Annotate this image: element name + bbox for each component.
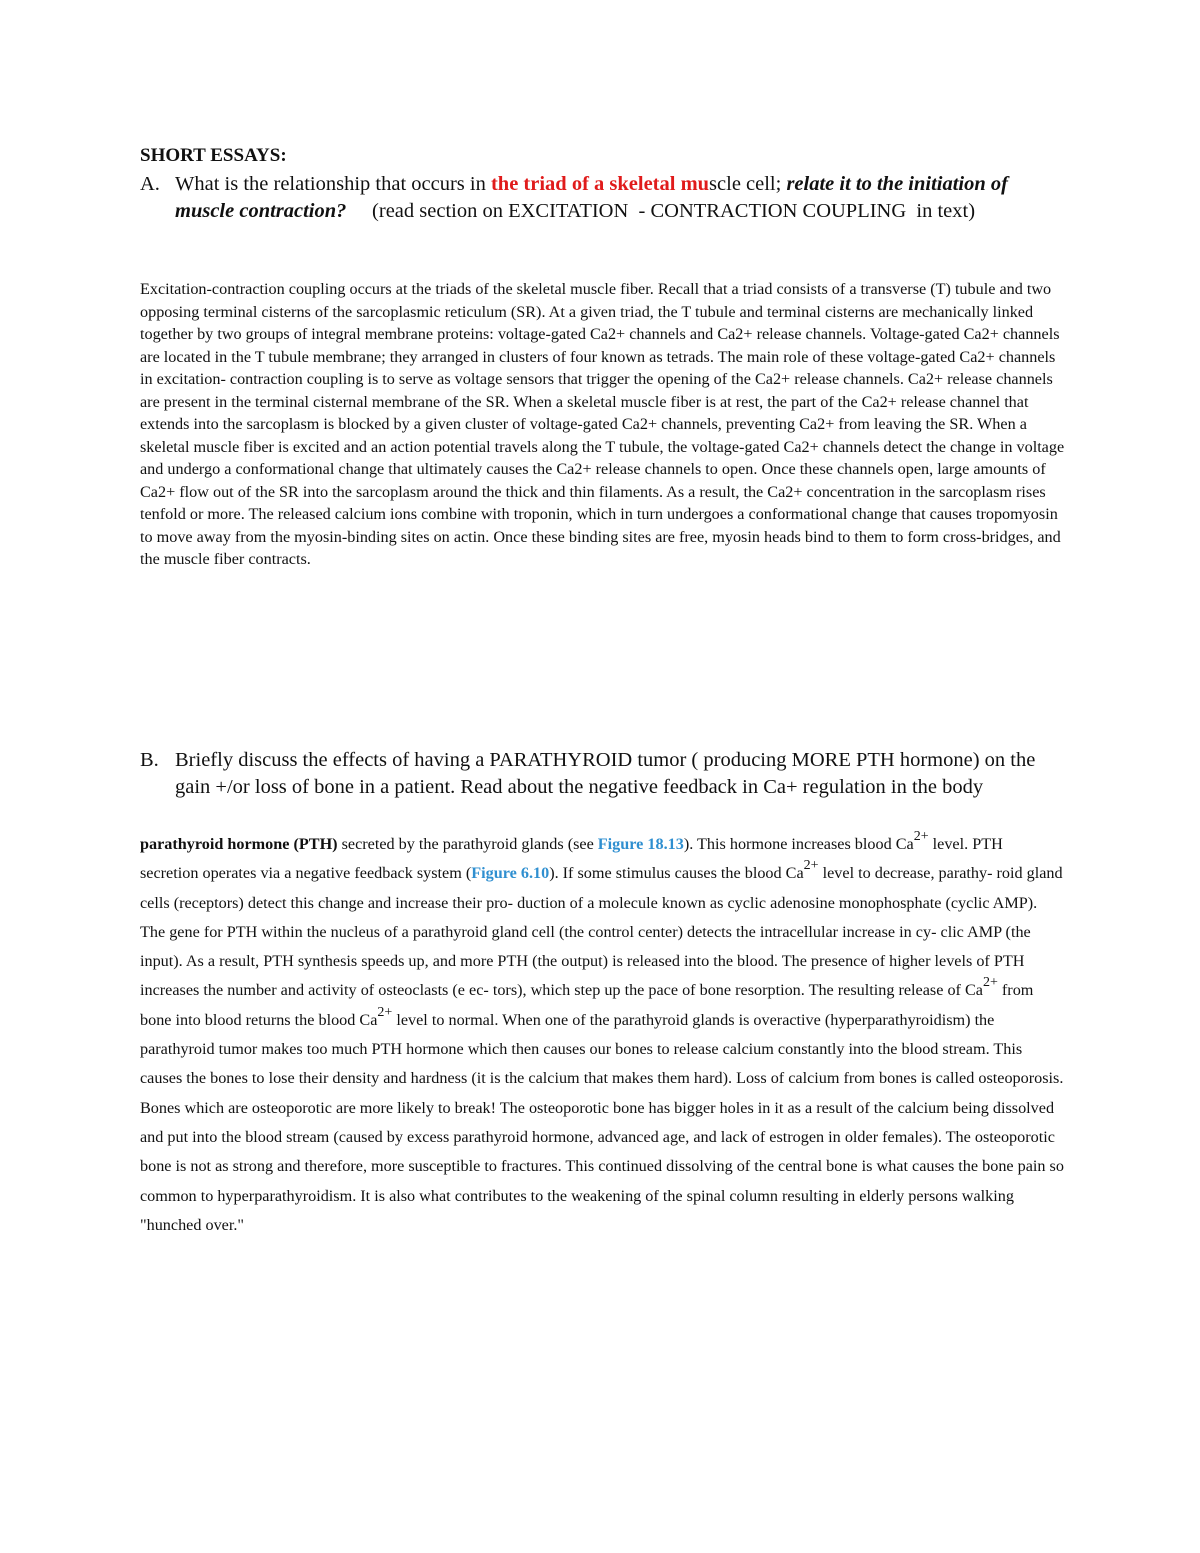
answer-b-paragraph bbox=[140, 830, 1065, 1240]
question-a-text bbox=[175, 171, 1040, 225]
question-b-marker: B. bbox=[140, 749, 159, 771]
ca-superscript: 2+ bbox=[913, 829, 929, 844]
question-a-part1: What is the relationship that occurs in bbox=[175, 173, 491, 195]
ca-superscript: 2+ bbox=[377, 1004, 393, 1020]
figure-18-13-link[interactable]: Figure 18.13 bbox=[597, 835, 684, 853]
question-a bbox=[140, 171, 1040, 225]
question-a-marker: A. bbox=[140, 173, 160, 195]
answer-a-paragraph: Excitation-contraction coupling occurs at the triads of the skeletal muscle fiber. Recall that a triad consists of a transverse (T) tubule and two opposing terminal cisterns of the sarcoplasmic reticulum (SR). At a given triad, the T tubule and terminal cisterns are mechanically linked together by two groups of integral membrane proteins: voltage-gated Ca2+ channels and Ca2+ release channels. Voltage-gated Ca2+ channels are located in the T tubule membrane; they arranged in clusters of four known as tetrads. The main role of these voltage-gated Ca2+ channels in excitation- contraction coupling is to serve as voltage sensors that trigger the opening of the Ca2+ release channels. Ca2+ release channels are present in the terminal cisternal membrane of the SR. When a skeletal muscle fiber is at rest, the part of the Ca2+ release channel that extends into the sarcoplasm is blocked by a given cluster of voltage-gated Ca2+ channels, preventing Ca2+ from leaving the SR. When a skeletal muscle fiber is excited and an action potential travels along the T tubule, the voltage-gated Ca2+ channels detect the change in voltage and undergo a conformational change that ultimately causes the Ca2+ release channels to open. Once these channels open, large amounts of Ca2+ flow out of the SR into the sarcoplasm around the thick and thin filaments. As a result, the Ca2+ concentration in the sarcoplasm rises tenfold or more. The released calcium ions combine with troponin, which in turn undergoes a conformational change that causes tropomyosin to move away from the myosin-binding sites on actin. Once these binding sites are free, myosin heads bind to them to form cross-bridges, and the muscle fiber contracts. bbox=[140, 280, 1065, 568]
question-b bbox=[140, 747, 1040, 801]
answer-b-t6: from bone into blood returns the blood Ca bbox=[140, 981, 1034, 1029]
answer-b-t2: ). This hormone increases blood Ca bbox=[683, 835, 914, 853]
ca-superscript: 2+ bbox=[803, 858, 819, 874]
question-b-text: Briefly discuss the effects of having a PARATHYROID tumor ( producing MORE PTH hormone) on the gain +/or loss of bone in a patient. Read about the negative feedback in Ca+ regulation in the body bbox=[175, 749, 1036, 798]
question-a-part2: scle cell; bbox=[709, 173, 787, 195]
answer-b-t3: level. PTH secretion operates via a negative feedback system ( bbox=[140, 835, 1003, 883]
question-a-part3: (read section on EXCITATION - CONTRACTION COUPLING in text) bbox=[346, 200, 976, 222]
answer-b-t5: level to decrease, parathy- roid gland cells (receptors) detect this change and increase their pro- duction of a molecule known as cyclic adenosine monophosphate (cyclic AMP). The gene for PTH within the nucleus of a parathyroid gland cell (the control center) detects the intracellular increase in cy- clic AMP (the input). As a result, PTH synthesis speeds up, and more PTH (the output) is released into the blood. The presence of higher levels of PTH increases the number and activity of osteoclasts (e ec- tors), which step up the pace of bone resorption. The resulting release of Ca bbox=[140, 864, 1063, 1000]
question-a-emphasis: relate it to the initiation of muscle contraction? bbox=[175, 173, 1008, 222]
answer-b-t7: level to normal. When one of the parathyroid glands is overactive (hyperparathyroidism) the parathyroid tumor makes too much PTH hormone which then causes our bones to release calcium constantly into the blood stream. This causes the bones to lose their density and hardness (it is the calcium that makes them hard). Loss of calcium from bones is called osteoporosis. Bones which are osteoporotic are more likely to break! The osteoporotic bone has bigger holes in it as a result of the calcium being dissolved and put into the blood stream (caused by excess parathyroid hormone, advanced age, and lack of estrogen in older females). The osteoporotic bone is not as strong and therefore, more susceptible to fractures. This continued dissolving of the central bone is what causes the bone pain so common to hyperparathyroidism. It is also what contributes to the weakening of the spinal column resulting in elderly persons walking "hunched over." bbox=[140, 1010, 1064, 1234]
answer-b-t1: secreted by the parathyroid glands (see bbox=[337, 835, 598, 853]
ca-superscript: 2+ bbox=[982, 975, 998, 991]
answer-b-t4: ). If some stimulus causes the blood Ca bbox=[549, 864, 804, 883]
question-a-highlight: the triad of a skeletal mu bbox=[490, 173, 710, 195]
pth-term: parathyroid hormone (PTH) bbox=[140, 835, 338, 853]
page-heading: SHORT ESSAYS: bbox=[140, 145, 287, 166]
figure-6-10-link[interactable]: Figure 6.10 bbox=[471, 864, 550, 883]
